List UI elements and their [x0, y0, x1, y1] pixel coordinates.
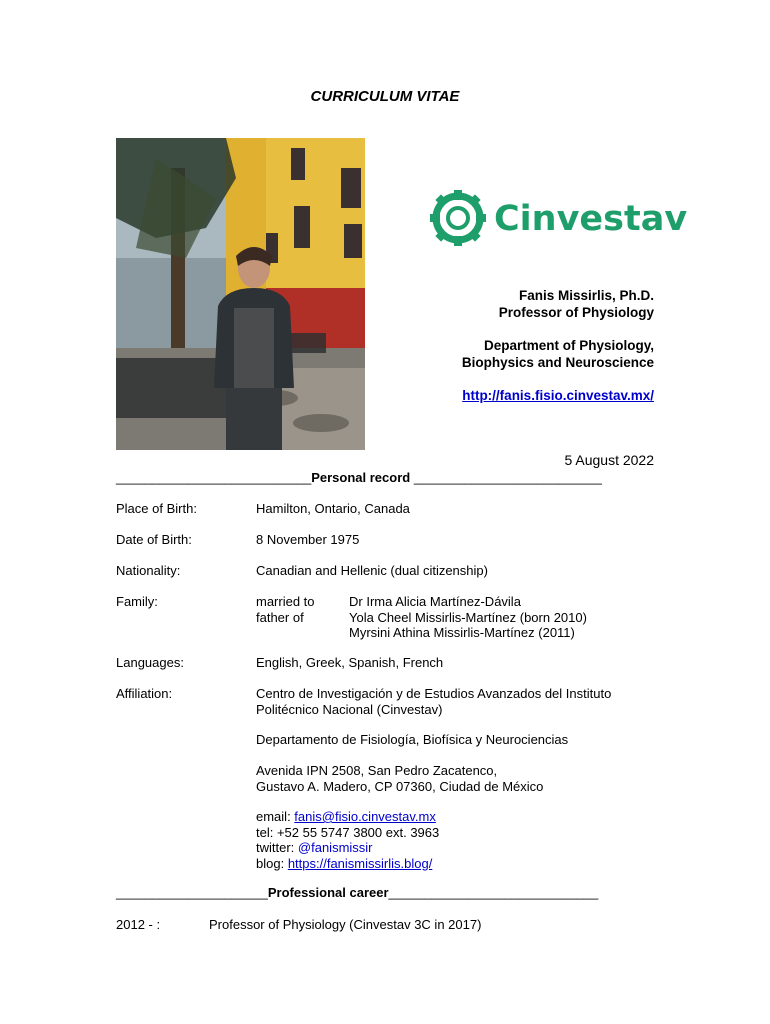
affiliation-line-1: Centro de Investigación y de Estudios Avanzados del Instituto — [256, 686, 612, 701]
email-line — [256, 809, 439, 825]
website-block — [462, 387, 654, 404]
name-block — [499, 287, 654, 321]
family-relations — [256, 594, 315, 625]
website-link[interactable]: http://fanis.fisio.cinvestav.mx/ — [462, 388, 654, 403]
affiliation-department: Departamento de Fisiología, Biofísica y Neurociencias — [256, 732, 569, 747]
personal-record-label: Personal record — [311, 470, 411, 485]
rule-left: _____________________ — [116, 885, 268, 900]
languages-label: Languages: — [116, 655, 184, 670]
personal-record-heading — [116, 470, 656, 485]
nationality-value: Canadian and Hellenic (dual citizenship) — [256, 563, 488, 578]
languages-value: English, Greek, Spanish, French — [256, 655, 444, 670]
department-line-2: Biophysics and Neuroscience — [461, 355, 654, 370]
address-line-2: Gustavo A. Madero, CP 07360, Ciudad de México — [256, 778, 544, 794]
career-heading — [116, 885, 656, 900]
rule-right: __________________________ — [410, 470, 602, 485]
twitter-line — [256, 840, 439, 856]
family-child-2: Myrsini Athina Missirlis-Martínez (2011) — [349, 625, 575, 640]
birthplace-label: Place of Birth: — [116, 501, 197, 516]
family-spouse: Dr Irma Alicia Martínez-Dávila — [349, 594, 521, 609]
department-block — [462, 337, 654, 371]
portrait-photo — [116, 138, 365, 450]
blog-label: blog: — [256, 855, 288, 871]
email-link[interactable]: fanis@fisio.cinvestav.mx — [294, 809, 436, 824]
family-label: Family: — [116, 594, 158, 609]
family-relation-father: father of — [256, 609, 304, 625]
career-label: Professional career — [267, 885, 389, 900]
birthplace-value: Hamilton, Ontario, Canada — [256, 501, 410, 516]
blog-link[interactable]: https://fanismissirlis.blog/ — [287, 855, 433, 871]
department-line-1: Department of Physiology, — [483, 338, 654, 353]
family-child-1: Yola Cheel Missirlis-Martínez (born 2010) — [349, 609, 587, 625]
person-position: Professor of Physiology — [498, 305, 654, 320]
cinvestav-logo — [428, 186, 688, 250]
family-relation-married: married to — [256, 594, 315, 609]
twitter-link[interactable]: @fanismissir — [297, 840, 373, 855]
person-name: Fanis Missirlis, Ph.D. — [518, 288, 654, 303]
twitter-label: twitter: — [256, 840, 298, 855]
logo-wordmark: Cinvestav — [494, 199, 688, 239]
contact-block — [256, 809, 439, 871]
career-role: Professor of Physiology (Cinvestav 3C in 2017) — [209, 917, 482, 932]
family-names — [349, 594, 587, 641]
document-date: 5 August 2022 — [564, 452, 654, 468]
affiliation-label: Affiliation: — [116, 686, 173, 701]
address-line-1: Avenida IPN 2508, San Pedro Zacatenco, — [256, 763, 498, 778]
blog-line — [256, 856, 439, 872]
email-label: email: — [256, 809, 295, 824]
document-title: CURRICULUM VITAE — [310, 88, 460, 105]
affiliation-institute — [256, 686, 611, 717]
rule-right: _____________________________ — [388, 885, 599, 900]
rule-left: ___________________________ — [116, 470, 312, 485]
career-period: 2012 - : — [116, 917, 161, 932]
affiliation-line-2: Politécnico Nacional (Cinvestav) — [256, 701, 443, 717]
address — [256, 763, 543, 794]
birthdate-label: Date of Birth: — [116, 532, 192, 547]
nationality-label: Nationality: — [116, 563, 181, 578]
birthdate-value: 8 November 1975 — [256, 532, 360, 547]
phone-line: tel: +52 55 5747 3800 ext. 3963 — [256, 824, 440, 840]
